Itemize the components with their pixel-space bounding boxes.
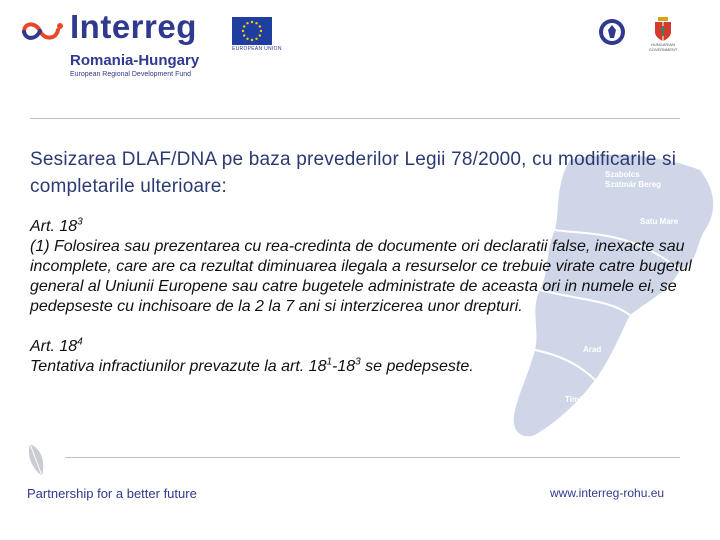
article-184-sup-b: 3 (355, 356, 361, 368)
map-label-satu-mare: Satu Mare (640, 217, 679, 226)
article-184-heading (30, 337, 700, 357)
top-divider (30, 118, 680, 119)
article-184-heading-sup: 4 (77, 336, 83, 348)
interreg-wordmark: Interreg (70, 8, 197, 45)
footer-url[interactable]: www.interreg-rohu.eu (550, 486, 665, 500)
article-184-heading-text: Art. 18 (30, 338, 78, 355)
article-183-heading-text: Art. 18 (30, 218, 78, 235)
hungary-government-crest-icon (652, 16, 674, 42)
eu-flag-icon (232, 17, 272, 45)
footer-tagline: Partnership for a better future (27, 486, 197, 501)
slide-title: Sesizarea DLAF/DNA pe baza prevederilor Legii 78/2000, cu modificarile si completarile ulterioare: (30, 149, 677, 197)
slide-body (30, 217, 700, 377)
eu-label: EUROPEAN UNION (232, 46, 282, 52)
article-184-paragraph (30, 357, 700, 377)
romania-government-crest-icon (598, 18, 626, 46)
map-label-szabolcs: Szabolcs Szatmár Bereg (605, 170, 662, 189)
article-184-sup-a: 1 (326, 356, 333, 368)
fund-name: European Regional Development Fund (70, 71, 192, 78)
feather-decoration-icon (22, 440, 52, 480)
program-name: Romania-Hungary (70, 52, 200, 69)
article-184-text-b: -18 (332, 358, 356, 375)
article-183-paragraph: (1) Folosirea sau prezentarea cu rea-credinta de documente ori declaratii false, inexacte sau incomplete, care are ca rezultat diminuarea ilegala a resurselor ce trebuie virate catre bugetul general al Uniunii Europene sau catre bugetele administrate de aceasta ori in numele ei, se pedepseste cu inchisoare de la 2 la 7 ani si interzicerea unor drepturi. (30, 238, 692, 315)
article-183-heading-sup: 3 (77, 216, 83, 228)
article-184-text-c: se pedepseste. (360, 358, 474, 375)
map-label-arad: Arad (583, 345, 602, 354)
article-184-text-a: Tentativa infractiunilor prevazute la art. 18 (30, 358, 327, 375)
hungarian-government-label: HUNGARIAN GOVERNMENT (648, 42, 678, 52)
map-label-timis: Timiș (565, 395, 586, 404)
interreg-swirl-icon (20, 18, 64, 44)
article-183-heading (30, 217, 700, 237)
bottom-divider (65, 457, 680, 458)
